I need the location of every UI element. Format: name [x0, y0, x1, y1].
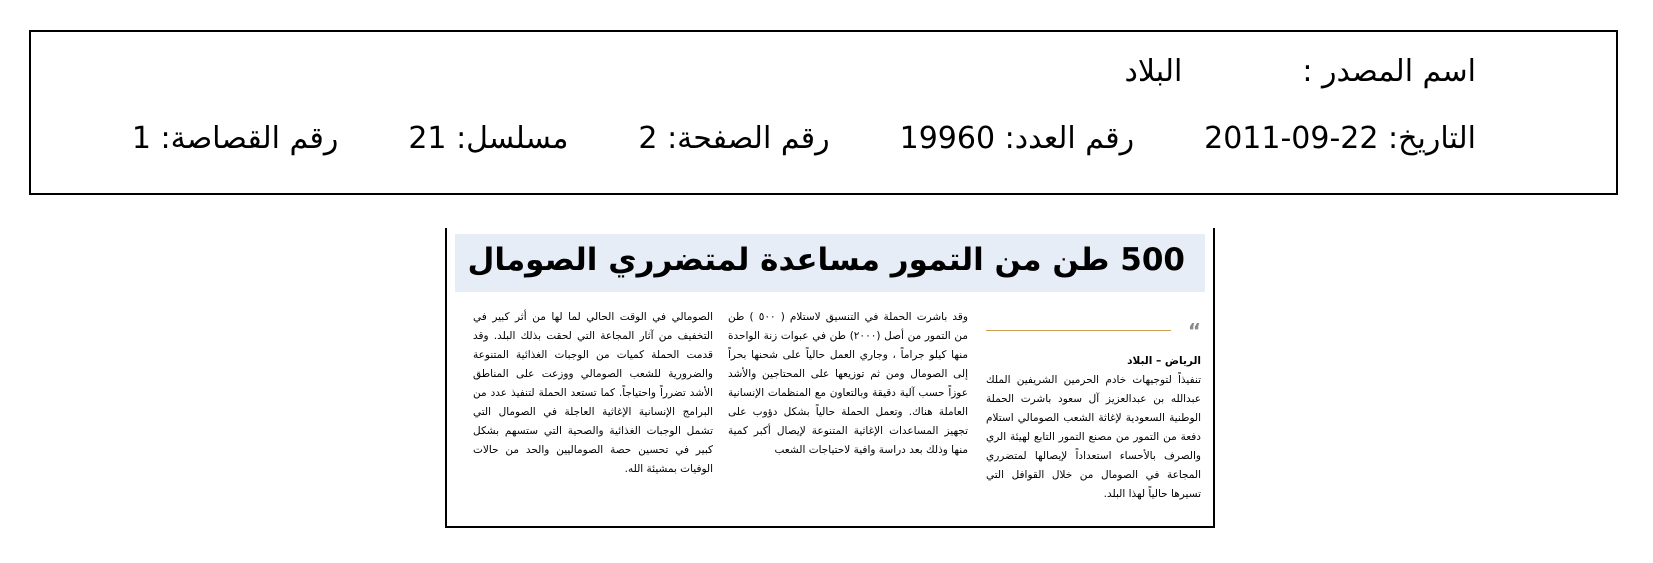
page-label: رقم الصفحة: — [667, 121, 830, 156]
article-column-middle: وقد باشرت الحملة في التنسيق لاستلام ( ٥٠٠ ) طن من التمور من أصل (٢٠٠٠) طن في عبوات زنة الواحدة منها كيلو جراماً ، وجاري العمل حالياً على شحنها بحراً إلى الصومال ومن ثم توزيعها على المحتاجين والأشد عوزاً حسب آلية دقيقة وبالتعاون مع المنظمات الإنسانية العاملة هناك. وتعمل الحملة حالياً بشكل دؤوب على تجهيز المساعدات الإغاثية المتنوعة لإيصال أكبر كمية منها وذلك بعد دراسة وافية لاحتياجات الشعب — [728, 311, 969, 456]
page-value: 2 — [638, 121, 658, 156]
details-row — [131, 121, 1476, 156]
article-text-right: تنفيذاً لتوجيهات خادم الحرمين الشريفين الملك عبدالله بن عبدالعزيز آل سعود باشرت الحملة الوطنية السعودية لإغاثة الشعب الصومالي استلام دفعة من التمور من مصنع التمور التابع لهيئة الري والصرف بالأحساء استعداداً لإيصالها لمتضرري المجاعة في الصومال من خلال القوافل التي تسيرها حالياً لهذا البلد. — [986, 374, 1201, 500]
article-column-left: الصومالي في الوقت الحالي لما لها من أثر كبير في التخفيف من آثار المجاعة التي لحقت بذلك البلد. وقد قدمت الحملة كميات من الوجبات الغذائية المتنوعة والضرورية للشعب الصومالي ووزعت على المناطق الأشد تضرراً واحتياجاً. كما تستعد الحملة لتنفيذ عدد من البرامج الإنسانية الإغاثية العاجلة في الصومال التي تشمل الوجبات الغذائية والصحية التي ستسهم بشكل كبير في تحسين حصة الصوماليين والحد من حالات الوفيات بمشيئة الله. — [473, 311, 713, 475]
issue-value: 19960 — [899, 121, 996, 156]
article-byline: الرياض – البلاد — [1127, 355, 1201, 367]
source-label: اسم المصدر : — [1302, 54, 1476, 89]
source-value: البلاد — [1124, 54, 1183, 89]
date-label: التاريخ: — [1388, 121, 1476, 156]
article-column-right — [986, 319, 1201, 504]
clip-value: 1 — [131, 121, 151, 156]
issue-label: رقم العدد: — [1004, 121, 1135, 156]
divider — [986, 330, 1171, 331]
date-value: 2011-09-22 — [1204, 121, 1379, 156]
metadata-box — [29, 30, 1618, 195]
headline-band — [455, 234, 1205, 292]
clip-label: رقم القصاصة: — [160, 121, 339, 156]
serial-label: مسلسل: — [456, 121, 569, 156]
article-headline: 500 طن من التمور مساعدة لمتضرري الصومال — [467, 242, 1185, 278]
quote-icon: “ — [1187, 319, 1201, 343]
source-row — [1124, 54, 1476, 89]
news-clipping — [445, 228, 1215, 528]
serial-value: 21 — [408, 121, 447, 156]
